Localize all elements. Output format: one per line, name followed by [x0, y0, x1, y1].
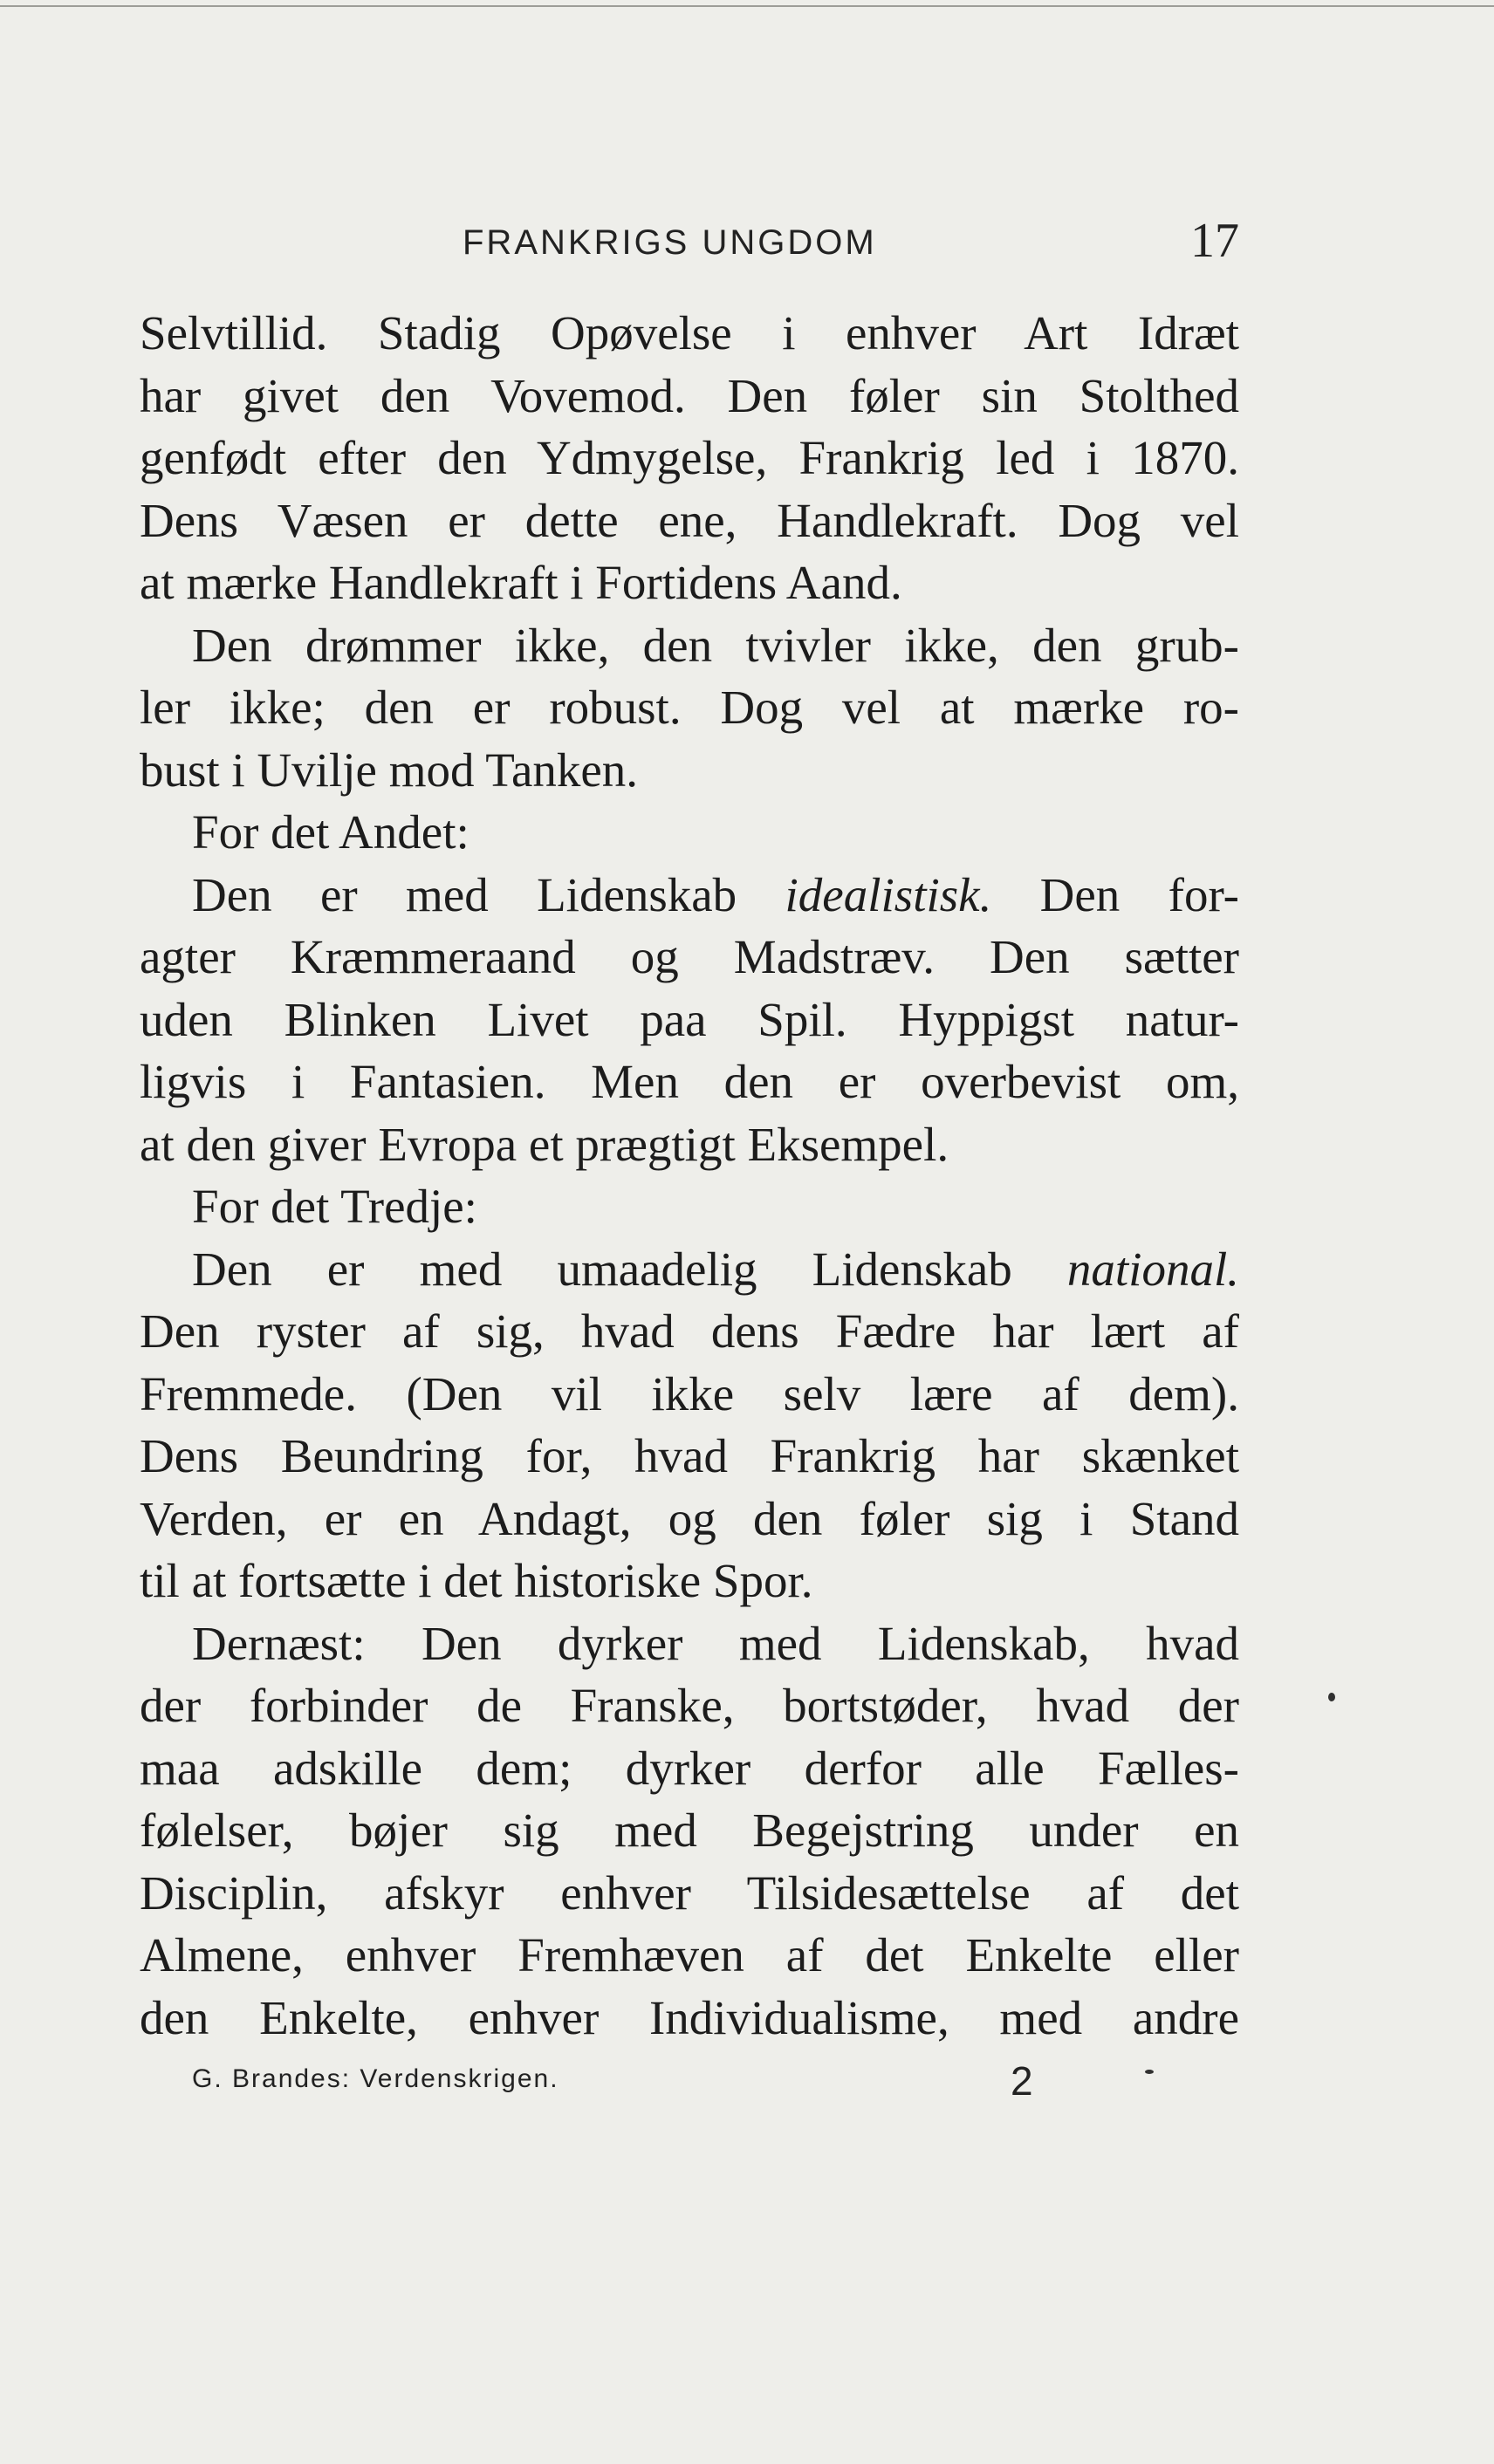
text-line: For det Andet: [192, 805, 469, 859]
text-line: følelser, bøjer sig med Begejstring under en [140, 1804, 1239, 1857]
text-line: til at fortsætte i det historiske Spor. [140, 1554, 813, 1607]
text-line: genfødt efter den Ydmygelse, Frankrig led i 1870. [140, 431, 1239, 484]
text-line: maa adskille dem; dyrker derfor alle Fælles- [140, 1741, 1239, 1795]
text-line: Den drømmer ikke, den tvivler ikke, den grub- [192, 618, 1239, 672]
text-line: agter Kræmmeraand og Madstræv. Den sætter [140, 930, 1239, 983]
ink-speck [1328, 1693, 1335, 1701]
text-run: Den er med Lidenskab [192, 867, 785, 921]
text-line [140, 864, 1239, 927]
body-text [140, 302, 1239, 2049]
text-line: Dens Væsen er dette ene, Handlekraft. Dog vel [140, 493, 1239, 547]
text-line: Dernæst: Den dyrker med Lidenskab, hvad [192, 1616, 1239, 1670]
text-line [140, 1238, 1239, 1301]
text-line: Almene, enhver Fremhæven af det Enkelte eller [140, 1928, 1239, 1981]
text-line: For det Tredje: [192, 1180, 477, 1233]
text-line: at den giver Evropa et prægtigt Eksempel. [140, 1117, 949, 1171]
text-line: har givet den Vovemod. Den føler sin Stolthed [140, 368, 1239, 422]
text-line: at mærke Handlekraft i Fortidens Aand. [140, 556, 902, 609]
text-line: Selvtillid. Stadig Opøvelse i enhver Art Idræt [140, 306, 1239, 359]
italic-emphasis: national. [1066, 1242, 1239, 1296]
text-line: Den ryster af sig, hvad dens Fædre har lært af [140, 1304, 1239, 1358]
text-run: Den er med umaadelig Lidenskab [192, 1242, 1067, 1296]
italic-emphasis: idealistisk. [785, 867, 992, 921]
text-line: Dens Beundring for, hvad Frankrig har skænket [140, 1429, 1239, 1482]
text-line: der forbinder de Franske, bortstøder, hvad der [140, 1679, 1239, 1732]
text-line: Verden, er en Andagt, og den føler sig i Stand [140, 1491, 1239, 1545]
running-title: FRANKRIGS UNGDOM [463, 223, 877, 262]
text-line: bust i Uvilje mod Tanken. [140, 743, 639, 797]
page-number: 17 [1190, 214, 1239, 268]
sheet-number: 2 [1011, 2058, 1033, 2104]
text-line: Fremmede. (Den vil ikke selv lære af dem). [140, 1366, 1239, 1420]
text-line: den Enkelte, enhver Individualisme, med andre [140, 1990, 1239, 2044]
page-edge-line [0, 5, 1494, 7]
page-header [140, 209, 1239, 270]
signature-mark: G. Brandes: Verdenskrigen. [192, 2064, 559, 2093]
text-line: ler ikke; den er robust. Dog vel at mærke ro- [140, 681, 1239, 734]
text-line: Disciplin, afskyr enhver Tilsidesættelse af det [140, 1865, 1239, 1920]
text-line: ligvis i Fantasien. Men den er overbevist om, [140, 1055, 1239, 1108]
text-run: Den for- [991, 867, 1239, 921]
text-line: uden Blinken Livet paa Spil. Hyppigst natur- [140, 992, 1239, 1046]
page-footer [192, 2057, 1152, 2110]
